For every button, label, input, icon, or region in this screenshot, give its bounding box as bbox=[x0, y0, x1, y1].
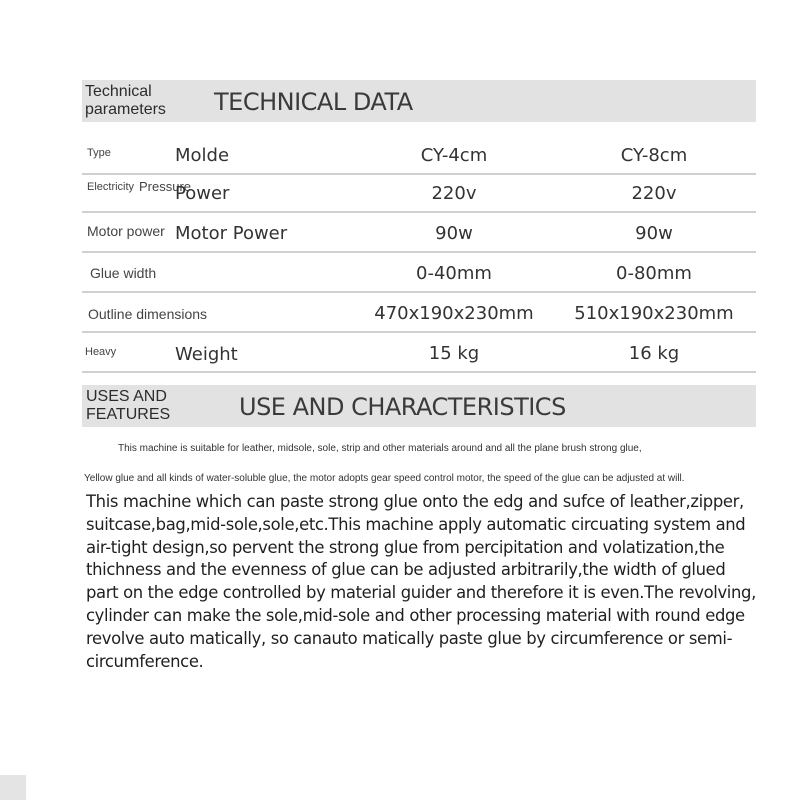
spec-label-en: Weight bbox=[175, 344, 238, 365]
spec-row-power bbox=[82, 173, 756, 213]
uses-header-band bbox=[82, 385, 756, 427]
spec-row-weight bbox=[82, 333, 756, 373]
spec-label-en: Molde bbox=[175, 145, 230, 166]
spec-value-cy8: 90w bbox=[635, 223, 673, 244]
spec-label-cn: Motor power bbox=[87, 223, 165, 239]
spec-label-cn: Glue width bbox=[90, 265, 157, 281]
spec-value-cy8: 0-80mm bbox=[616, 263, 692, 284]
spec-label-en: Motor Power bbox=[175, 223, 288, 244]
spec-label-cn-secondary: Pressure bbox=[139, 179, 192, 194]
uses-paragraph-cn-1: This machine is suitable for leather, midsole, sole, strip and other materials around and all the plane brush strong glue, bbox=[118, 443, 642, 454]
uses-paragraph-cn-2: Yellow glue and all kinds of water-soluble glue, the motor adopts gear speed control motor, the speed of the glue can be adjusted at will. bbox=[84, 473, 685, 484]
uses-heading: USE AND CHARACTERISTICS bbox=[239, 393, 566, 421]
spec-value-cy4: 0-40mm bbox=[416, 263, 492, 284]
spec-value-cy4: 15 kg bbox=[428, 343, 480, 364]
spec-value-cy8: 510x190x230mm bbox=[574, 303, 734, 324]
uses-label-small: USES AND FEATURES bbox=[86, 388, 171, 423]
spec-value-cy4: 90w bbox=[435, 223, 473, 244]
spec-label-cn: Heavy bbox=[85, 346, 117, 358]
spec-label-en: Power bbox=[175, 183, 230, 204]
spec-label-cn: Electricity bbox=[87, 181, 135, 193]
spec-value-cy8: 16 kg bbox=[628, 343, 680, 364]
spec-value-cy4: 220v bbox=[431, 183, 477, 204]
spec-row-motor bbox=[82, 213, 756, 253]
spec-value-cy8: CY-8cm bbox=[620, 145, 688, 166]
spec-label-cn: Outline dimensions bbox=[88, 306, 208, 322]
technical-heading: TECHNICAL DATA bbox=[214, 88, 413, 116]
spec-label-cn: Type bbox=[87, 147, 111, 159]
corner-block bbox=[0, 775, 26, 800]
spec-value-cy8: 220v bbox=[631, 183, 677, 204]
spec-row-dimensions bbox=[82, 293, 756, 333]
spec-row-glue-width bbox=[82, 253, 756, 293]
uses-paragraph-en: This machine which can paste strong glue onto the edg and sufce of leather,zipper, suitcase,bag,mid-sole,sole,etc.This machine apply automatic circuating system and air-tight design,so pervent the strong glue from percipitation and volatization,the thichness and the evenness of glue can be adjusted arbitrarily,the width of glued part on the edge controlled by material guider and therefore it is even.The revolving, cylinder can make the sole,mid-sole and other processing material with round edge revolve auto matically, so canauto matically paste glue by circumference or semi-circumference. bbox=[86, 492, 756, 671]
technical-header-band bbox=[82, 80, 756, 122]
spec-value-cy4: CY-4cm bbox=[420, 145, 488, 166]
spec-row-type bbox=[82, 135, 756, 175]
technical-label-small: Technical parameters bbox=[85, 83, 166, 118]
spec-value-cy4: 470x190x230mm bbox=[374, 303, 534, 324]
